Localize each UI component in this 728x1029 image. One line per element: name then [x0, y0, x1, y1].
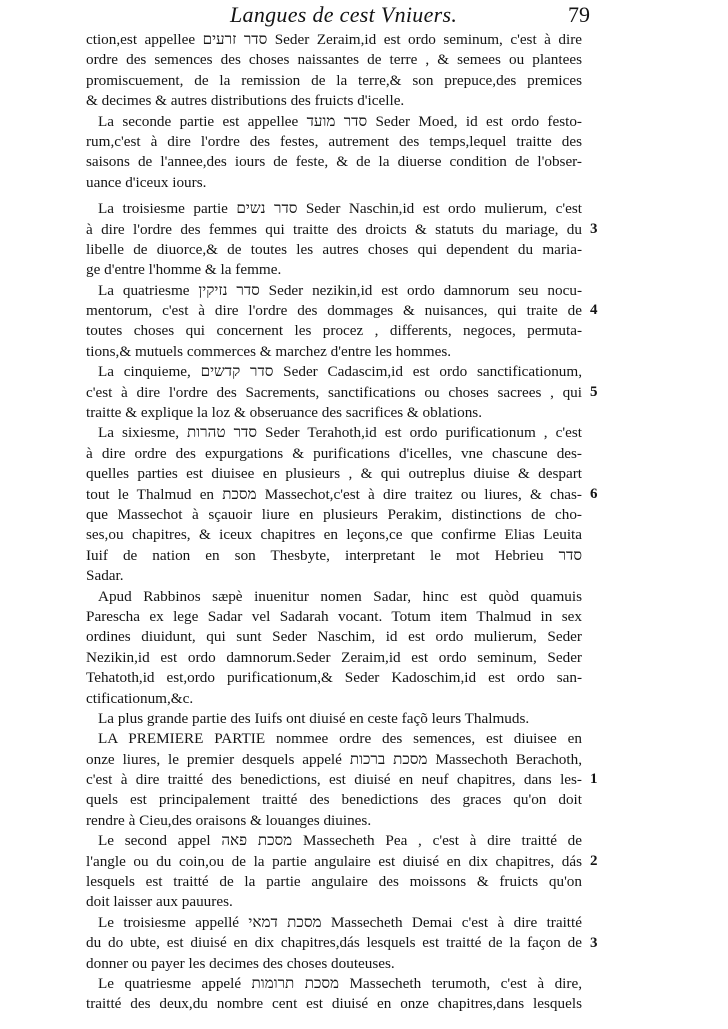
- text-line: doit laisser aux pauures.: [86, 893, 233, 911]
- text-line: quelles parties est diuisee en plusieurs , & qui outreplus diuise & despart: [86, 465, 582, 483]
- margin-number: 1: [590, 771, 598, 788]
- text-line: Sadar.: [86, 567, 124, 585]
- text-line: Le troisiesme appellé מסכת דמאי Massecheth Demai c'est à dire traitté: [98, 913, 582, 931]
- margin-number: 6: [590, 485, 598, 502]
- text-line: libelle de diuorce,& de toutes les autres choses qui dependent du maria-: [86, 240, 582, 258]
- text-line: à dire ordre des expurgations & purifications d'icelles, vne chascune des-: [86, 444, 582, 462]
- text-line: La quatriesme סדר נזיקין Seder nezikin,id est ordo damnorum seu nocu-: [98, 281, 582, 299]
- text-line: Parescha ex lege Sadar vel Sadarah vocant. Totum item Thalmud in sex: [86, 607, 582, 625]
- text-line: mentorum, c'est à dire l'ordre des dommages & nuisances, qui traite de: [86, 302, 582, 320]
- margin-number: 5: [590, 383, 598, 400]
- text-line: ge d'entre l'homme & la femme.: [86, 261, 282, 279]
- margin-number: 2: [590, 853, 598, 869]
- text-line: que Massechot à sçauoir liure en plusieurs Perakim, distinctions de cho-: [86, 505, 582, 523]
- text-line: tions,& mutuels commerces & marchez d'entre les hommes.: [86, 342, 452, 360]
- text-line: quels est principalement traitté des benedictions des graces qu'on doit: [86, 791, 582, 809]
- page-header: [210, 2, 590, 32]
- margin-number: 4: [590, 302, 598, 319]
- text-line: traitte & explique la loz & obseruance des sacrifices & oblations.: [86, 404, 483, 422]
- text-line: Nezikin,id est ordo damnorum.Seder Zeraim,id est ordo seminum, Seder: [86, 648, 582, 666]
- text-line: du do ubte, est diuisé en dix chapitres,dás lesquels est traitté de la façon de: [86, 934, 582, 952]
- running-title: Langues de cest Vniuers.: [230, 2, 458, 27]
- text-line: La plus grande partie des Iuifs ont diuisé en ceste façõ leurs Thalmuds.: [98, 709, 530, 727]
- body-text: [86, 30, 582, 1015]
- text-line: Le second appel מסכת פאה Massecheth Pea , c'est à dire traitté de: [98, 832, 582, 850]
- text-line: à dire l'ordre des femmes qui traitte des droicts & statuts du mariage, du: [86, 220, 582, 238]
- text-line: lesquels est traitté de la partie angulaire des moissons & fruicts qu'on: [86, 873, 582, 891]
- text-line: rum,c'est à dire l'ordre des festes, autrement des temps,lequel traitte des: [86, 132, 582, 150]
- text-line: uance d'iceux iours.: [86, 173, 207, 191]
- text-line: ction,est appellee סדר זרעים Seder Zeraim,id est ordo seminum, c'est à dire: [86, 31, 582, 48]
- margin-number: 3: [590, 934, 598, 951]
- text-line: La cinquieme, סדר קדשים Seder Cadascim,id est ordo sanctificationum,: [98, 363, 582, 381]
- text-line: Le quatriesme appelé מסכת תרומות Massecheth terumoth, c'est à dire,: [98, 974, 582, 992]
- text-line: rendre à Cieu,des oraisons & louanges diuines.: [86, 811, 372, 829]
- text-line: toutes choses qui concernent les procez , differents, negoces, permuta-: [86, 322, 582, 340]
- text-line: Tehatoth,id est,ordo purificationum,& Seder Kadoschim,id est ordo san-: [86, 669, 582, 687]
- text-line: La seconde partie est appellee סדר מועד Seder Moed, id est ordo festo-: [98, 112, 582, 130]
- text-line: c'est à dire l'ordre des Sacrements, sanctifications ou choses sacrees , qui: [86, 383, 582, 401]
- text-line: tout le Thalmud en מסכת Massechot,c'est à dire traitez ou liures, & chas-: [86, 485, 582, 503]
- text-line: onze liures, le premier desquels appelé מסכת ברכות Massechoth Berachoth,: [86, 750, 582, 768]
- text-line: l'angle ou du coin,ou de la partie angulaire est diuisé en dix chapitres, dás: [86, 852, 582, 870]
- text-line: ctificationum,&c.: [86, 689, 194, 707]
- text-line: donner ou payer les decimes des choses douteuses.: [86, 954, 395, 972]
- text-line: ordre des semences des choses naissantes de terre , & semees ou plantees: [86, 51, 582, 69]
- text-line: ordines diuidunt, qui sunt Seder Naschim, id est ordo mulierum, Seder: [86, 628, 582, 646]
- page-number: 79: [568, 2, 590, 27]
- text-line: La sixiesme, סדר טהרות Seder Terahoth,id est ordo purificationum , c'est: [98, 424, 582, 442]
- text-line: La troisiesme partie סדר נשים Seder Naschin,id est ordo mulierum, c'est: [98, 200, 582, 218]
- text-line: c'est à dire traitté des benedictions, est diuisé en neuf chapitres, dans les-: [86, 771, 582, 789]
- text-line: ses,ou chapitres, & iceux chapitres en leçons,ce que confirme Elias Leuita: [86, 526, 582, 544]
- text-line: Apud Rabbinos sæpè inuenitur nomen Sadar, hinc est quòd quamuis: [98, 587, 582, 605]
- text-line: LA PREMIERE PARTIE nommee ordre des semences, est diuisee en: [98, 730, 582, 748]
- text-line: & decimes & autres distributions des fruicts d'icelle.: [86, 92, 405, 110]
- text-line: Iuif de nation en son Thesbyte, interpretant le mot Hebrieu סדר: [86, 546, 582, 564]
- text-line: saisons de l'annee,des iours de feste, & de la diuerse condition de l'obser-: [86, 153, 582, 171]
- text-line: traitté des deux,du nombre cent est diuisé en onze chapitres,dans lesquels: [86, 995, 582, 1013]
- text-line: promiscuement, de la remission de la terre,& son prepuce,des premices: [86, 71, 582, 89]
- margin-number: 3: [590, 220, 598, 237]
